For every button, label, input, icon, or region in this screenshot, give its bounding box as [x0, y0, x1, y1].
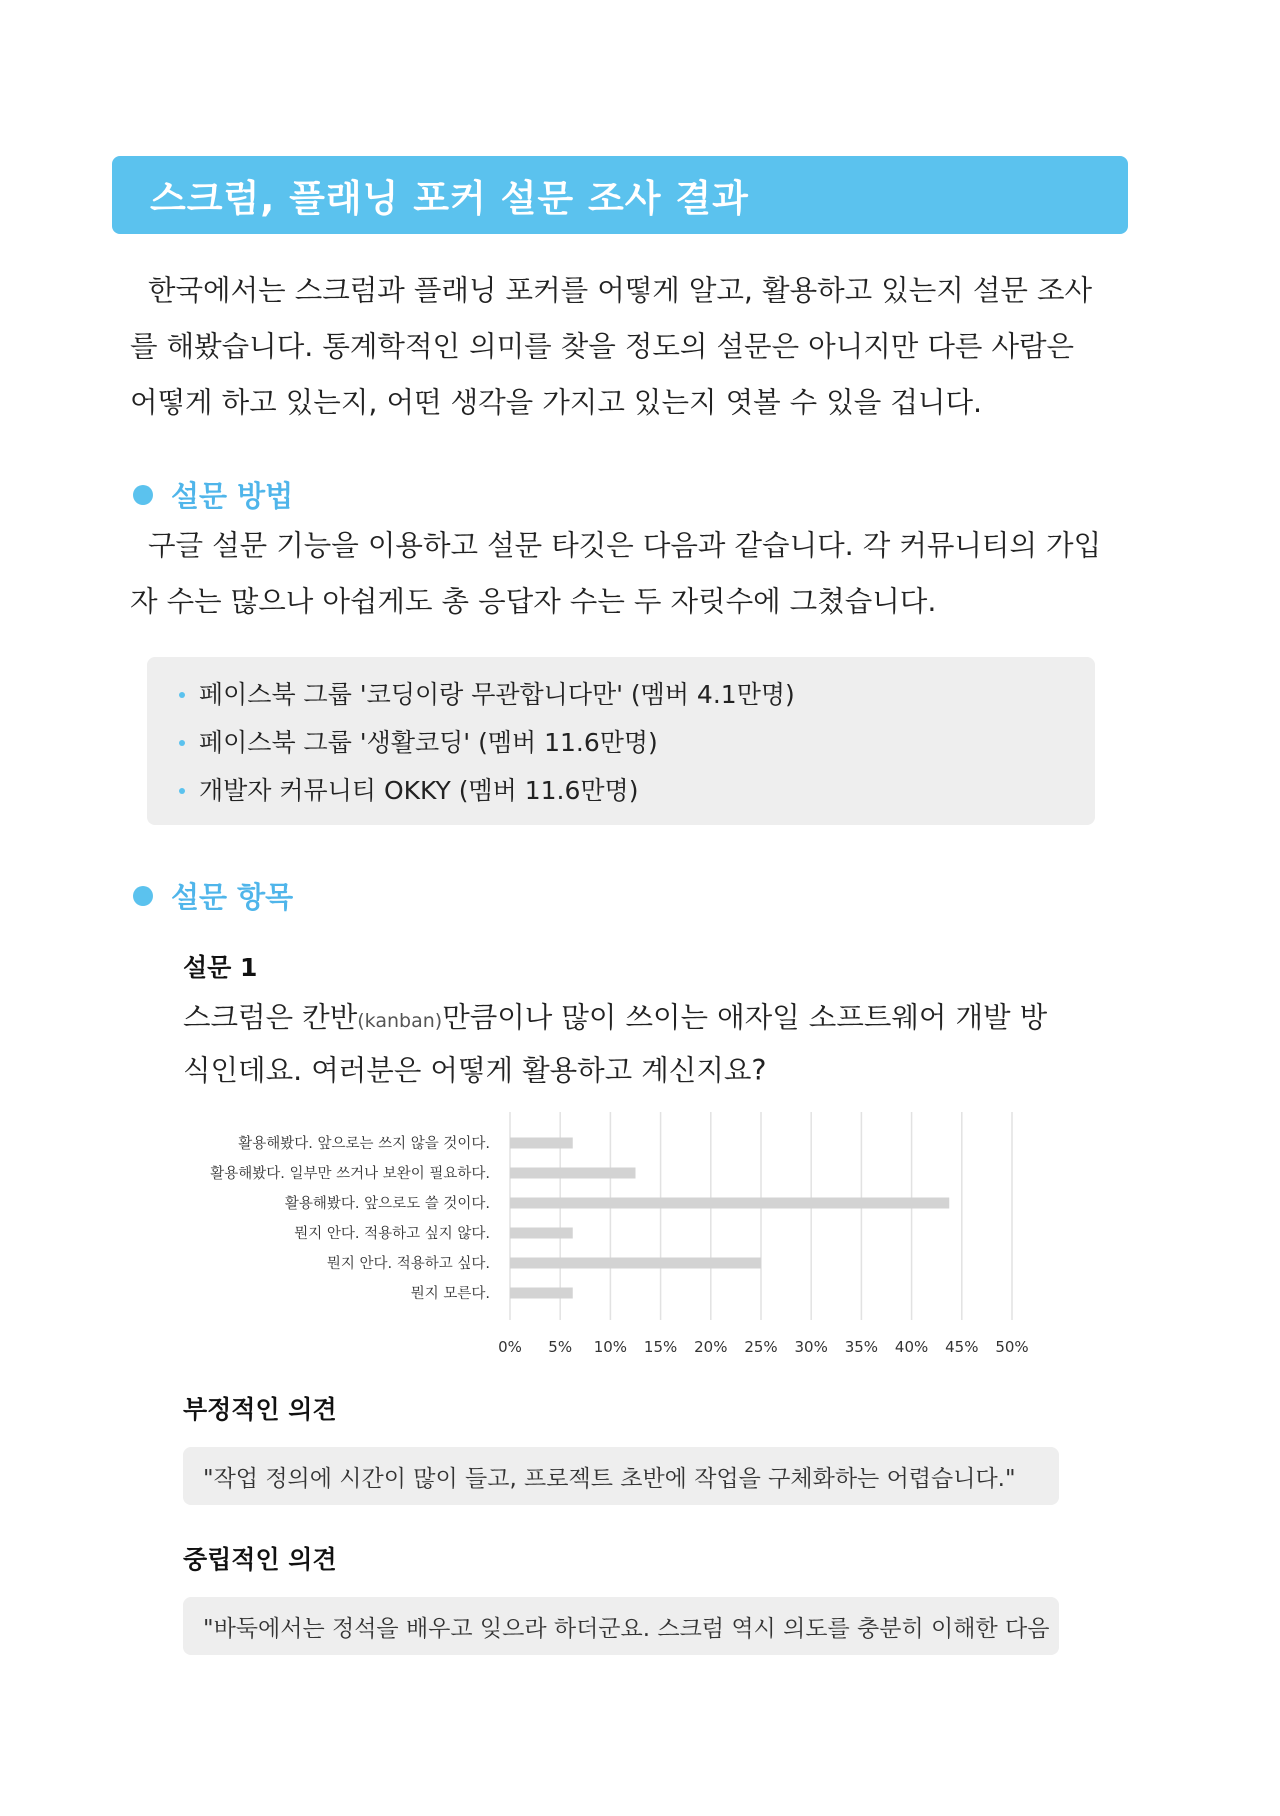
x-tick-label: 0% [498, 1338, 522, 1356]
x-tick-label: 45% [945, 1338, 979, 1356]
target-text: 페이스북 그룹 '코딩이랑 무관합니다만' (멤버 4.1만명) [199, 680, 795, 709]
category-label: 뭔지 안다. 적용하고 싶지 않다. [294, 1226, 490, 1242]
section-method-heading: 설문 방법 [171, 479, 294, 513]
intro-paragraph: 한국에서는 스크럼과 플래닝 포커를 어떻게 알고, 활용하고 있는지 설문 조사를 해봤습니다. 통계학적인 의미를 찾을 정도의 설문은 아니지만 다른 사람은 어떻게 하고 있는지, 어떤 생각을 가지고 있는지 엿볼 수 있을 겁니다. [130, 274, 1093, 419]
x-tick-label: 25% [744, 1338, 778, 1356]
bar [510, 1138, 573, 1149]
category-label: 뭔지 안다. 적용하고 싶다. [326, 1256, 490, 1272]
x-tick-label: 40% [894, 1338, 929, 1356]
target-text: 페이스북 그룹 '생활코딩' (멤버 11.6만명) [199, 728, 658, 757]
bar [510, 1258, 761, 1269]
survey-bar-chart [140, 1110, 1040, 1356]
category-label: 활용해봤다. 앞으로는 쓰지 않을 것이다. [238, 1136, 490, 1152]
bar [510, 1198, 949, 1209]
question-1-text [183, 993, 1063, 1096]
x-tick-label: 5% [548, 1338, 573, 1356]
bar [510, 1228, 573, 1239]
category-label: 활용해봤다. 일부만 쓰거나 보완이 필요하다. [210, 1166, 490, 1182]
list-item [179, 671, 1095, 719]
targets-box [147, 657, 1095, 825]
bullet-icon [179, 692, 185, 698]
question-1-title: 설문 1 [183, 953, 258, 982]
x-tick-label: 50% [995, 1338, 1029, 1356]
negative-quote: "작업 정의에 시간이 많이 들고, 프로젝트 초반에 작업을 구체화하는 어렵습니다." [203, 1465, 1016, 1492]
list-item [179, 767, 1095, 815]
x-tick-label: 10% [593, 1338, 628, 1356]
q1-text-kanban: (kanban) [357, 1010, 443, 1032]
list-item [179, 719, 1095, 767]
neutral-heading: 중립적인 의견 [183, 1545, 337, 1574]
targets-list [147, 657, 1095, 815]
section-items [133, 875, 293, 916]
x-tick-label: 35% [844, 1338, 879, 1356]
x-tick-label: 15% [643, 1338, 678, 1356]
q1-text-part: 스크럼은 칸반 [183, 1001, 358, 1034]
bullet-icon [179, 740, 185, 746]
neutral-quote: "바둑에서는 정석을 배우고 잊으라 하더군요. 스크럼 역시 의도를 충분히 이해한 다음 [203, 1615, 1050, 1642]
section-items-heading: 설문 항목 [171, 880, 294, 914]
x-tick-label: 30% [794, 1338, 828, 1356]
method-paragraph: 구글 설문 기능을 이용하고 설문 타깃은 다음과 같습니다. 각 커뮤니티의 가입자 수는 많으나 아쉽게도 총 응답자 수는 두 자릿수에 그쳤습니다. [130, 529, 1102, 618]
neutral-quote-box [183, 1597, 1059, 1655]
category-label: 활용해봤다. 앞으로도 쓸 것이다. [284, 1196, 490, 1212]
negative-heading: 부정적인 의견 [183, 1395, 337, 1424]
negative-quote-box [183, 1447, 1059, 1505]
bullet-dot-icon [133, 485, 153, 505]
bar [510, 1168, 636, 1179]
page-title: 스크럼, 플래닝 포커 설문 조사 결과 [150, 177, 749, 220]
x-tick-label: 20% [694, 1338, 728, 1356]
title-banner [112, 156, 1128, 234]
bullet-icon [179, 788, 185, 794]
bullet-dot-icon [133, 886, 153, 906]
q1-text-part: 만큼이나 많이 쓰이는 애자일 소프트웨어 개발 방식인데요. 여러분은 어떻게 활용하고 계신지요? [183, 1001, 1048, 1087]
category-label: 뭔지 모른다. [410, 1286, 490, 1302]
section-method [133, 474, 293, 515]
target-text: 개발자 커뮤니티 OKKY (멤버 11.6만명) [199, 776, 639, 805]
bar [510, 1288, 573, 1299]
